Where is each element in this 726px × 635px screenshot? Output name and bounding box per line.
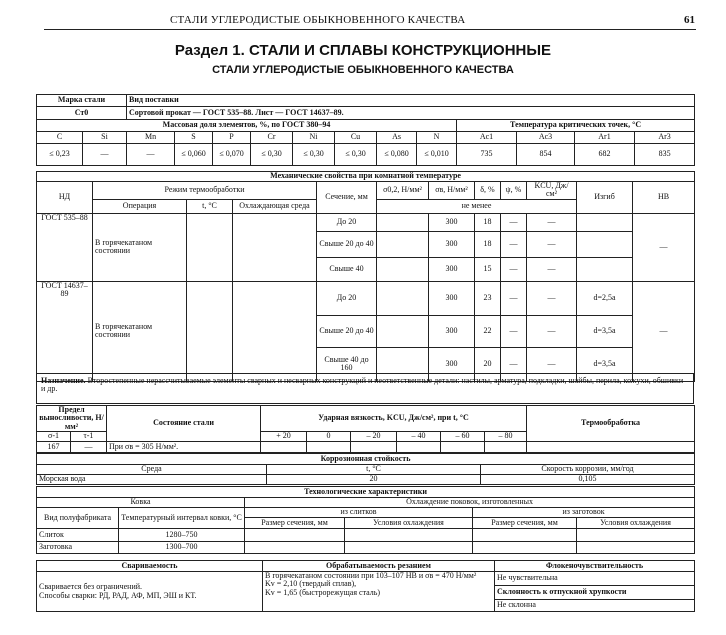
element-value: ≤ 0,30: [251, 144, 293, 166]
supply-label: Вид поставки: [127, 95, 695, 107]
header-rule: [44, 29, 696, 30]
state-value: При σв = 305 Н/мм².: [107, 442, 261, 453]
subtitle: СТАЛИ УГЛЕРОДИСТЫЕ ОБЫКНОВЕННОГО КАЧЕСТВА: [212, 64, 514, 76]
composition-title: Массовая доля элементов, %, по ГОСТ 380–94: [37, 120, 457, 132]
tech-empty: [577, 542, 695, 554]
element-header: Cu: [335, 132, 377, 144]
rate-header: Скорость коррозии, мм/год: [481, 465, 695, 475]
temp-header: t, °С: [187, 199, 233, 213]
sigma-header: σ-1: [37, 432, 71, 442]
section-cell: Свыше 20 до 40: [317, 315, 377, 347]
element-header: Ni: [293, 132, 335, 144]
critical-value: 835: [635, 144, 695, 166]
delta-cell: 15: [475, 257, 501, 281]
tau-value: —: [71, 442, 107, 453]
size-header: Размер сечения, мм: [473, 518, 577, 529]
grade-composition-table: [36, 94, 695, 166]
delta-cell: 20: [475, 347, 501, 381]
forge-range: 1300–700: [119, 542, 245, 554]
cond-header: Условия охлаждения: [577, 518, 695, 529]
element-value: ≤ 0,30: [293, 144, 335, 166]
hb-header: НВ: [633, 182, 695, 214]
bend-cell: [577, 213, 633, 231]
element-header: Si: [83, 132, 127, 144]
weld-line-2: Способы сварки: РД, РАД, АФ, МП, ЭШ и КТ.: [39, 590, 197, 600]
element-header: P: [213, 132, 251, 144]
impact-temp: + 20: [261, 432, 307, 442]
flock-header: Флокеночувствительность: [495, 561, 695, 572]
critical-header: Ac3: [517, 132, 575, 144]
cooling-cell: [233, 213, 317, 281]
corrosion-temp-value: 20: [267, 475, 481, 485]
sv-cell: 300: [429, 281, 475, 315]
sv-cell: 300: [429, 347, 475, 381]
element-header: N: [417, 132, 457, 144]
critical-value: 682: [575, 144, 635, 166]
weld-line-1: Сваривается без ограничений.: [39, 582, 143, 592]
sv-cell: 300: [429, 257, 475, 281]
forge-temp-header: Температурный интервал ковки, °С: [119, 508, 245, 529]
psi-cell: —: [501, 315, 527, 347]
mechanical-table: [36, 171, 695, 382]
s02-cell: [377, 257, 429, 281]
element-value: ≤ 0,070: [213, 144, 251, 166]
critical-header: Ar3: [635, 132, 695, 144]
sv-cell: 300: [429, 315, 475, 347]
s02-header: σ0,2, Н/мм²: [377, 182, 429, 200]
section-cell: Свыше 20 до 40: [317, 231, 377, 257]
cooling-cell: [233, 281, 317, 381]
kcu-cell: —: [527, 213, 577, 231]
section-cell: До 20: [317, 213, 377, 231]
corrosion-table: [36, 453, 695, 485]
impact-temp: – 20: [351, 432, 397, 442]
cooling-header: Охлаждающая среда: [233, 199, 317, 213]
element-header: C: [37, 132, 83, 144]
temp-cell: [187, 281, 233, 381]
delta-cell: 23: [475, 281, 501, 315]
impact-temp: – 60: [441, 432, 485, 442]
kcu-cell: —: [527, 315, 577, 347]
endurance-limit-header: Предел выносливости, Н/мм²: [37, 406, 107, 432]
kcu-cell: —: [527, 257, 577, 281]
element-value: —: [83, 144, 127, 166]
state-header: Состояние стали: [107, 406, 261, 442]
element-value: ≤ 0,23: [37, 144, 83, 166]
tech-empty: [245, 542, 345, 554]
element-header: S: [175, 132, 213, 144]
sv-cell: 300: [429, 231, 475, 257]
flock-value: Не чувствительна: [495, 572, 695, 586]
machinability-header: Обрабатываемость резанием: [263, 561, 495, 572]
corrosion-temp-header: t, °С: [267, 465, 481, 475]
temp-cell: [187, 213, 233, 281]
tech-empty: [345, 529, 473, 542]
bend-header: Изгиб: [577, 182, 633, 214]
nd-header: НД: [37, 182, 93, 214]
purpose-label: Назначение.: [41, 376, 86, 385]
bend-cell: d=2,5a: [577, 281, 633, 315]
purpose-cell: [37, 374, 694, 404]
section-cell: Свыше 40 до 160: [317, 347, 377, 381]
forge-range: 1280–750: [119, 529, 245, 542]
brittleness-header: Склонность к отпускной хрупкости: [495, 586, 695, 600]
section-cell: До 20: [317, 281, 377, 315]
forging-header: Ковка: [37, 498, 245, 508]
critical-header: Ac1: [457, 132, 517, 144]
delta-cell: 22: [475, 315, 501, 347]
delta-cell: 18: [475, 213, 501, 231]
element-value: —: [127, 144, 175, 166]
tau-header: τ-1: [71, 432, 107, 442]
psi-cell: —: [501, 281, 527, 315]
heat-header: Термообработка: [527, 406, 695, 442]
delta-cell: 18: [475, 231, 501, 257]
kind-value: Слиток: [37, 529, 119, 542]
psi-header: ψ, %: [501, 182, 527, 200]
page-number: 61: [684, 14, 695, 26]
mechanical-title: Механические свойства при комнатной температуре: [37, 172, 695, 182]
mach-line-3: Kv = 1,65 (быстрорежущая сталь): [265, 587, 381, 597]
critical-title: Температура критических точек, °С: [457, 120, 695, 132]
s02-cell: [377, 315, 429, 347]
element-header: Cr: [251, 132, 293, 144]
technology-title: Технологические характеристики: [37, 487, 695, 498]
bend-cell: [577, 231, 633, 257]
section-title: Раздел 1. СТАЛИ И СПЛАВЫ КОНСТРУКЦИОННЫЕ: [174, 42, 552, 59]
grade-value: Ст0: [37, 107, 127, 120]
sv-header: σв, Н/мм²: [429, 182, 475, 200]
purpose-text: Второстепенные нерассчитываемые элементы сварных и несварных конструкций и неответственные детали: настилы, арматура, подкладки, шайбы, перила, кожухи, обшивки и др.: [41, 376, 684, 394]
corrosion-title: Коррозионная стойкость: [37, 454, 695, 465]
element-value: ≤ 0,010: [417, 144, 457, 166]
nd-cell: ГОСТ 535–88: [37, 213, 93, 281]
section-header: Сечение, мм: [317, 182, 377, 214]
bend-cell: [577, 257, 633, 281]
tech-cooling-header: Охлаждение поковок, изготовленных: [245, 498, 695, 508]
heat-value: [527, 442, 695, 453]
kind-value: Заготовка: [37, 542, 119, 554]
machinability-cell: [263, 572, 495, 612]
operation-cell: В горячекатаном состоянии: [93, 213, 187, 281]
bend-cell: d=3,5a: [577, 315, 633, 347]
bend-cell: d=3,5a: [577, 347, 633, 381]
kcu-header: KCU, Дж/см²: [527, 182, 577, 200]
critical-value: 854: [517, 144, 575, 166]
hb-cell: —: [633, 213, 695, 281]
section-cell: Свыше 40: [317, 257, 377, 281]
delta-header: δ, %: [475, 182, 501, 200]
psi-cell: —: [501, 213, 527, 231]
element-value: ≤ 0,30: [335, 144, 377, 166]
hb-cell: —: [633, 281, 695, 381]
impact-value: [261, 442, 307, 453]
critical-value: 735: [457, 144, 517, 166]
mode-header: Режим термообработки: [93, 182, 317, 200]
element-header: Mn: [127, 132, 175, 144]
sv-cell: 300: [429, 213, 475, 231]
tech-empty: [245, 529, 345, 542]
grade-label: Марка стали: [37, 95, 127, 107]
kind-header: Вид полуфабриката: [37, 508, 119, 529]
s02-cell: [377, 213, 429, 231]
impact-value: [441, 442, 485, 453]
impact-header: Ударная вязкость, KCU, Дж/см², при t, °С: [261, 406, 527, 432]
mach-line-2: Kv = 2,10 (твердый сплав),: [265, 579, 357, 589]
endurance-table: [36, 405, 695, 453]
critical-header: Ar1: [575, 132, 635, 144]
weldability-header: Свариваемость: [37, 561, 263, 572]
element-value: ≤ 0,080: [377, 144, 417, 166]
element-header: As: [377, 132, 417, 144]
running-title: СТАЛИ УГЛЕРОДИСТЫЕ ОБЫКНОВЕННОГО КАЧЕСТВА: [170, 14, 466, 26]
s02-cell: [377, 231, 429, 257]
ingots-header: из слитков: [245, 508, 473, 518]
element-value: ≤ 0,060: [175, 144, 213, 166]
operation-header: Операция: [93, 199, 187, 213]
nd-cell: ГОСТ 14637–89: [37, 281, 93, 381]
cond-header: Условия охлаждения: [345, 518, 473, 529]
rate-value: 0,105: [481, 475, 695, 485]
psi-cell: —: [501, 257, 527, 281]
kcu-cell: —: [527, 231, 577, 257]
weldability-cell: [37, 572, 263, 612]
bottom-table: [36, 560, 695, 612]
tech-empty: [473, 542, 577, 554]
tech-empty: [577, 529, 695, 542]
brittleness-value: Не склонна: [495, 600, 695, 612]
s02-cell: [377, 281, 429, 315]
blanks-header: из заготовок: [473, 508, 695, 518]
not-less-label: не менее: [377, 199, 577, 213]
kcu-cell: —: [527, 347, 577, 381]
medium-header: Среда: [37, 465, 267, 475]
tech-empty: [473, 529, 577, 542]
impact-value: [307, 442, 351, 453]
operation-cell: В горячекатаном состоянии: [93, 281, 187, 381]
impact-value: [397, 442, 441, 453]
psi-cell: —: [501, 347, 527, 381]
impact-temp: – 80: [485, 432, 527, 442]
sigma-value: 167: [37, 442, 71, 453]
size-header: Размер сечения, мм: [245, 518, 345, 529]
purpose-table: [36, 373, 694, 404]
impact-value: [485, 442, 527, 453]
technology-table: [36, 486, 695, 554]
tech-empty: [345, 542, 473, 554]
mach-line-1: В горячекатаном состоянии при 103–107 НВ и σв = 470 Н/мм²: [265, 571, 477, 580]
impact-temp: – 40: [397, 432, 441, 442]
medium-value: Морская вода: [37, 475, 267, 485]
kcu-cell: —: [527, 281, 577, 315]
impact-value: [351, 442, 397, 453]
impact-temp: 0: [307, 432, 351, 442]
psi-cell: —: [501, 231, 527, 257]
supply-value: Сортовой прокат — ГОСТ 535–88. Лист — ГОСТ 14637–89.: [127, 107, 695, 120]
